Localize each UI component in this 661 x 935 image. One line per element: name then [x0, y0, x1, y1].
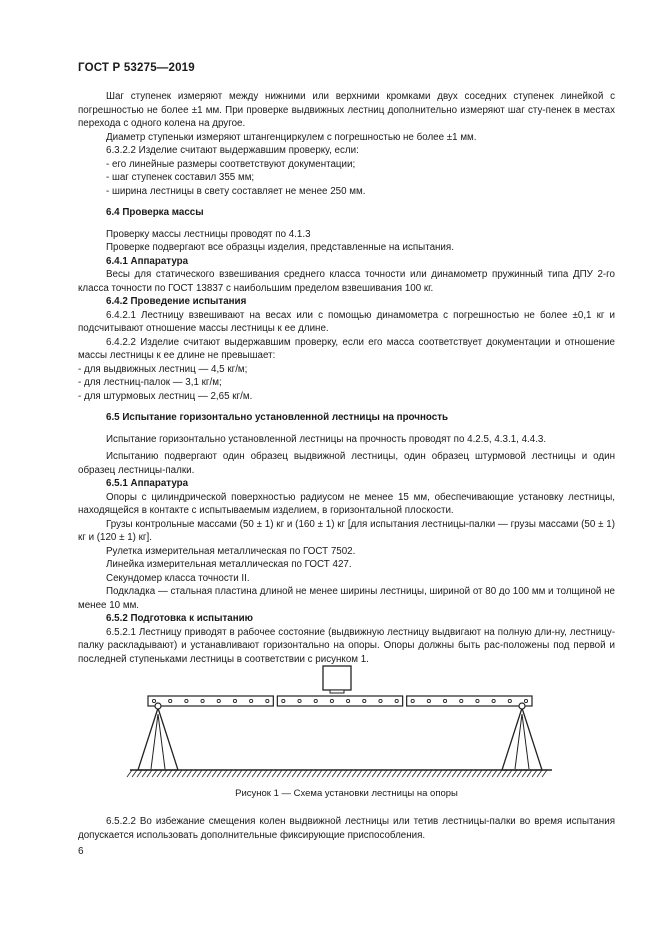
floor-hatch [332, 770, 337, 777]
ladder-rung [508, 699, 511, 702]
floor-hatch [297, 770, 302, 777]
floor-hatch [447, 770, 452, 777]
floor-hatch [467, 770, 472, 777]
floor-hatch [252, 770, 257, 777]
floor-hatch [137, 770, 142, 777]
ladder-rung [298, 699, 301, 702]
ladder-rung [363, 699, 366, 702]
floor-hatch [517, 770, 522, 777]
paragraph: Подкладка — стальная пластина длиной не менее ширины лестницы, шириной от 80 до 100 мм и толщиной не менее 10 мм. [78, 586, 615, 611]
paragraph: Проверку массы лестницы проводят по 4.1.3 [106, 228, 311, 240]
paragraph: 6.5.2.1 Лестницу приводят в рабочее состояние (выдвижную лестницу выдвигают на полную дли-ну, лестницу-палку раскладывают) и устанавливают горизонтально на опоры. Опоры должны быть рас-положены под первой и последней ступеньками лестницы в соответствии с рисунком 1. [78, 626, 615, 665]
floor-hatch [502, 770, 507, 777]
paragraph: Проверке подвергают все образцы изделия, представленные на испытания. [106, 242, 454, 253]
ladder-rung [411, 699, 414, 702]
floor-hatch [442, 770, 447, 777]
floor-hatch [317, 770, 322, 777]
closing-text [78, 815, 615, 842]
subsection-heading: 6.5.1 Аппаратура [106, 478, 189, 489]
list-item: - его линейные размеры соответствуют документации; [106, 158, 356, 170]
paragraph: Секундомер класса точности II. [106, 572, 250, 584]
left-support [138, 703, 178, 770]
floor-hatch [267, 770, 272, 777]
floor-hatch [272, 770, 277, 777]
floor-hatch [172, 770, 177, 777]
paragraph: 6.4.2.1 Лестницу взвешивают на весах или с помощью динамометра с погрешностью не более ±0,1 кг и подсчитывают отношение массы лестницы к ее длине. [78, 309, 615, 334]
ladder-section [148, 696, 273, 706]
list-item: - для лестниц-палок — 3,1 кг/м; [78, 377, 222, 388]
subsection-heading: 6.4.1 Аппаратура [106, 255, 189, 267]
floor-hatch [337, 770, 342, 777]
floor-hatch [257, 770, 262, 777]
subsection-heading: 6.4.2 Проведение испытания [106, 296, 247, 307]
paragraph: Грузы контрольные массами (50 ± 1) кг и (160 ± 1) кг [для испытания лестницы-палки — грузы массами (50 ± 1) кг и (120 ± 1) кг]. [78, 518, 615, 543]
paragraph: 6.5.2.2 Во избежание смещения колен выдвижной лестницы или тетив лестницы-палки во время испытания допускается использовать дополнительные фиксирующие приспособления. [78, 816, 615, 841]
ladder-rung [217, 699, 220, 702]
floor-hatch [307, 770, 312, 777]
ladder-section [407, 696, 532, 706]
ladder-rung [492, 699, 495, 702]
paragraph: Шаг ступенек измеряют между нижними или верхними кромками двух соседних ступенек линейкой с погрешностью не более ±1 мм. При проверке выдвижных лестниц дополнительно измеряют шаг сту-пенек в местах перехода с одного колена на другое. [78, 91, 615, 129]
floor-hatch [387, 770, 392, 777]
figure-caption: Рисунок 1 — Схема установки лестницы на опоры [235, 788, 458, 799]
floor-hatch [127, 770, 132, 777]
floor-hatch [482, 770, 487, 777]
list-item: - шаг ступенек составил 355 мм; [106, 172, 255, 183]
floor-hatch [477, 770, 482, 777]
ladder-rung [233, 699, 236, 702]
paragraph: 6.3.2.2 Изделие считают выдержавшим проверку, если: [106, 145, 359, 156]
floor-hatch [342, 770, 347, 777]
floor-hatch [287, 770, 292, 777]
ladder-rung [330, 699, 333, 702]
floor-hatch [302, 770, 307, 777]
floor-hatch [242, 770, 247, 777]
floor-hatch [147, 770, 152, 777]
ladder [148, 696, 532, 706]
load-weight [323, 666, 351, 690]
floor-hatch [187, 770, 192, 777]
floor-hatch [202, 770, 207, 777]
floor-hatch [247, 770, 252, 777]
floor-hatch [132, 770, 137, 777]
floor-hatch [507, 770, 512, 777]
floor-hatch [452, 770, 457, 777]
ladder-rung [169, 699, 172, 702]
paragraph: Испытанию подвергают один образец выдвижной лестницы, один образец штурмовой лестницы и один образец лестницы-палки. [78, 451, 615, 476]
floor-hatch [282, 770, 287, 777]
floor-hatch [542, 770, 547, 777]
floor-hatch [212, 770, 217, 777]
ladder-rung [266, 699, 269, 702]
floor-hatch [237, 770, 242, 777]
paragraph: Диаметр ступеньки измеряют штангенциркулем с погрешностью не более ±1 мм. [106, 131, 477, 143]
ladder-rung [282, 699, 285, 702]
list-item: - для штурмовых лестниц — 2,65 кг/м. [78, 390, 253, 402]
subsection-heading: 6.5.2 Подготовка к испытанию [106, 613, 254, 624]
paragraph: Весы для статического взвешивания среднего класса точности или динамометр пружинный типа ДПУ 2-го класса точности по ГОСТ 13837 с наибольшим пределом взвешивания 100 кг. [78, 269, 615, 294]
list-item: - ширина лестницы в свету составляет не менее 250 мм. [106, 185, 366, 197]
floor-hatch [167, 770, 172, 777]
floor-hatch [427, 770, 432, 777]
floor-hatch [492, 770, 497, 777]
ladder-rung [427, 699, 430, 702]
floor-hatch [417, 770, 422, 777]
floor-hatch [322, 770, 327, 777]
floor-hatch [217, 770, 222, 777]
floor-hatch [227, 770, 232, 777]
floor-hatch [472, 770, 477, 777]
ladder-section [277, 696, 402, 706]
floor-hatch [222, 770, 227, 777]
floor-hatch [377, 770, 382, 777]
floor-hatch [457, 770, 462, 777]
floor-hatch [462, 770, 467, 777]
ladder-rung [443, 699, 446, 702]
floor-hatch [397, 770, 402, 777]
floor-hatch [382, 770, 387, 777]
floor-hatch [402, 770, 407, 777]
floor-hatch [362, 770, 367, 777]
floor-hatch [372, 770, 377, 777]
floor-hatch [497, 770, 502, 777]
ladder-rung [152, 699, 155, 702]
paragraph: Испытание горизонтально установленной лестницы на прочность проводят по 4.2.5, 4.3.1, 4.4.3. [106, 433, 547, 445]
list-item: - для выдвижных лестниц — 4,5 кг/м; [78, 363, 248, 375]
ladder-rung [524, 699, 527, 702]
ladder-rung [314, 699, 317, 702]
ladder-rung [379, 699, 382, 702]
document-header: ГОСТ Р 53275—2019 [78, 62, 195, 74]
floor-hatch [367, 770, 372, 777]
floor-hatch [327, 770, 332, 777]
floor-hatch [292, 770, 297, 777]
floor-hatch [142, 770, 147, 777]
ladder-rung [476, 699, 479, 702]
floor-hatch [532, 770, 537, 777]
floor-hatch [347, 770, 352, 777]
main-text [78, 90, 615, 666]
floor-hatch [162, 770, 167, 777]
ladder-rung [395, 699, 398, 702]
ladder-rung [346, 699, 349, 702]
floor-hatch [512, 770, 517, 777]
floor-hatch [192, 770, 197, 777]
floor-hatch [522, 770, 527, 777]
floor-hatch [277, 770, 282, 777]
floor-hatch [182, 770, 187, 777]
floor-hatch [312, 770, 317, 777]
ladder-rung [185, 699, 188, 702]
paragraph: 6.4.2.2 Изделие считают выдержавшим проверку, если его масса соответствует документации и отношение массы лестницы к ее длине не превышает: [78, 336, 615, 361]
floor-hatch [407, 770, 412, 777]
floor-hatch [232, 770, 237, 777]
ladder-rung [460, 699, 463, 702]
pad-plate [330, 690, 344, 693]
ladder-rung [250, 699, 253, 702]
floor-hatch [437, 770, 442, 777]
floor-hatch [357, 770, 362, 777]
floor-hatch [197, 770, 202, 777]
floor-hatch [537, 770, 542, 777]
floor-hatch [432, 770, 437, 777]
paragraph: Опоры с цилиндрической поверхностью радиусом не менее 15 мм, обеспечивающие установку лестницы, находящейся в контакте с испытываемым изделием, в горизонтальной плоскости. [78, 491, 615, 516]
floor-hatch [262, 770, 267, 777]
section-heading: 6.5 Испытание горизонтально установленной лестницы на прочность [106, 412, 449, 423]
floor-hatch [177, 770, 182, 777]
floor-hatch [207, 770, 212, 777]
ladder-support-diagram [120, 660, 560, 785]
floor-hatch [157, 770, 162, 777]
floor [127, 770, 552, 777]
floor-hatch [422, 770, 427, 777]
page-number: 6 [78, 846, 84, 857]
floor-hatch [152, 770, 157, 777]
floor-hatch [487, 770, 492, 777]
paragraph: Рулетка измерительная металлическая по ГОСТ 7502. [106, 545, 356, 557]
floor-hatch [392, 770, 397, 777]
paragraph: Линейка измерительная металлическая по ГОСТ 427. [106, 559, 352, 570]
right-support [502, 703, 542, 770]
section-heading: 6.4 Проверка массы [106, 207, 204, 218]
floor-hatch [352, 770, 357, 777]
ladder-rung [201, 699, 204, 702]
floor-hatch [527, 770, 532, 777]
floor-hatch [412, 770, 417, 777]
